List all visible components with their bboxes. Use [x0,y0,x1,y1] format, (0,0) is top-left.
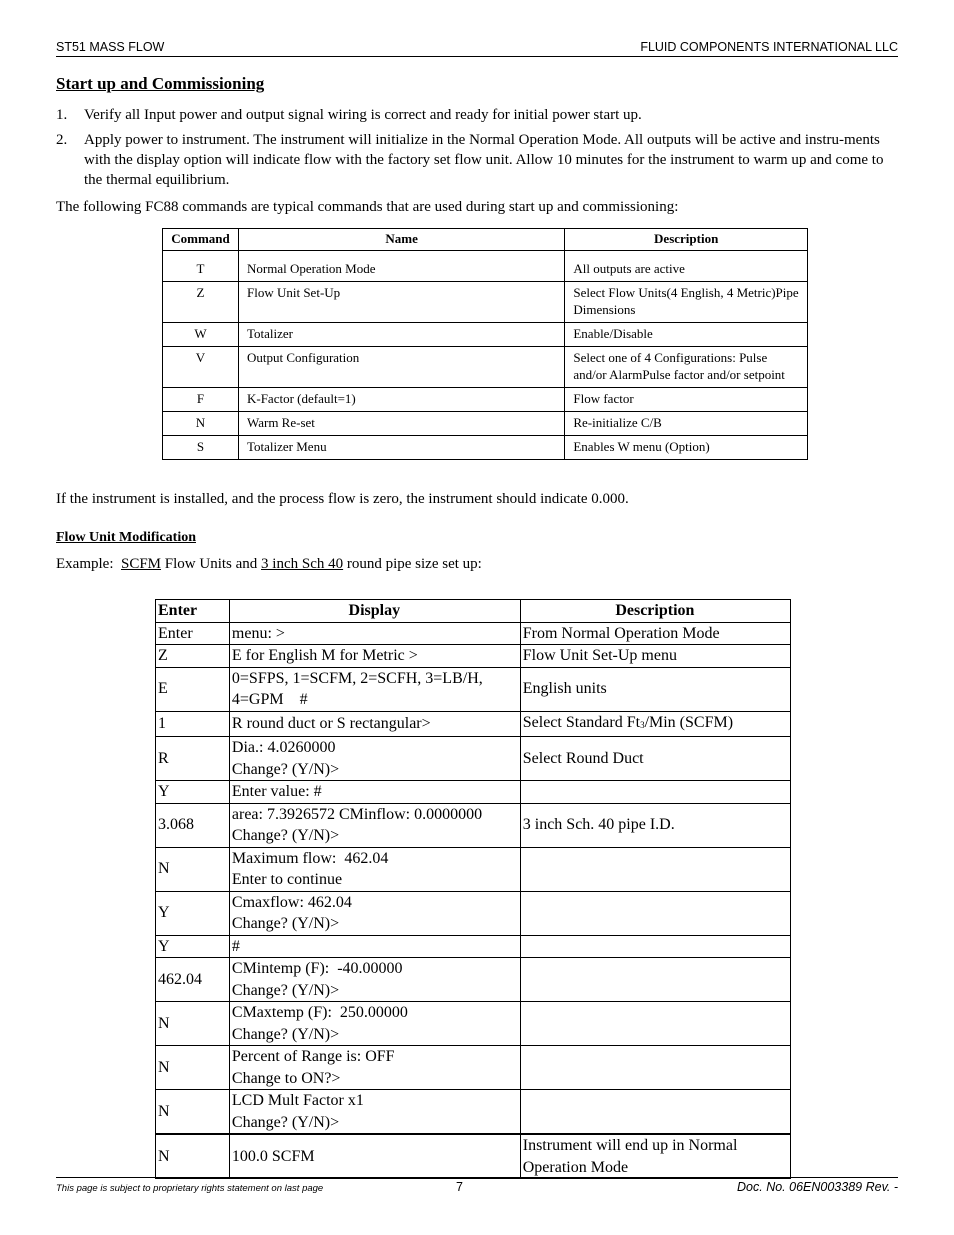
page-footer [56,1177,898,1198]
step-number: 2. [56,132,68,148]
description-cell [520,781,790,804]
description-cell: All outputs are active [565,251,808,282]
display-line: CMintemp (F): -40.00000 [231,960,403,977]
column-header: Command [163,229,239,251]
display-line: Enter value: # [231,783,322,800]
table-row [156,1134,791,1179]
intro-paragraph: The following FC88 commands are typical commands that are used during start up and commissioning: [56,199,679,215]
step-text: Verify all Input power and output signal wiring is correct and ready for initial power start up. [84,107,642,123]
enter-cell: N [156,1002,230,1046]
description-cell [520,1002,790,1046]
display-line: Enter to continue [231,871,343,888]
description-cell: 3 inch Sch. 40 pipe I.D. [520,803,790,847]
description-cell: English units [520,667,790,711]
column-header: Display [229,600,520,623]
display-cell [229,891,520,935]
section-title: Start up and Commissioning [56,74,265,93]
display-cell [229,711,520,737]
display-cell [229,1002,520,1046]
page-header [56,40,898,57]
unit-subscript: 3 [640,719,645,730]
name-cell: K-Factor (default=1) [238,388,564,412]
zero-flow-note: If the instrument is installed, and the process flow is zero, the instrument should indicate 0.000. [56,491,629,507]
display-cell [229,803,520,847]
display-cell [229,1046,520,1090]
display-line: Change? (Y/N)> [231,1025,340,1043]
description-cell: Enable/Disable [565,323,808,347]
table-row [163,347,808,388]
description-cell [520,711,790,737]
display-line: Change? (Y/N)> [231,915,340,932]
display-line: Change to ON?> [231,1069,341,1087]
enter-cell: 3.068 [156,803,230,847]
table-row [156,847,791,891]
table-row [156,711,791,737]
table-row [163,436,808,460]
table-row [163,323,808,347]
enter-cell: Y [156,935,230,958]
description-cell: Select Flow Units(4 English, 4 Metric)Pipe Dimensions [565,282,808,323]
display-cell [229,847,520,891]
doc-number: Doc. No. 06EN003389 Rev. - [737,1180,898,1194]
display-line: Change? (Y/N)> [231,760,340,778]
description-text: Select Standard Ft [522,713,641,731]
enter-cell: N [156,1134,230,1179]
display-cell [229,935,520,958]
display-line: Dia.: 4.0260000 [231,739,336,756]
enter-cell: N [156,1090,230,1135]
display-line: Change? (Y/N)> [231,1113,340,1131]
table-row [156,1002,791,1046]
column-header: Name [238,229,564,251]
table-row [156,1046,791,1090]
description-cell: From Normal Operation Mode [520,622,790,645]
enter-cell: N [156,1046,230,1090]
table-row [156,891,791,935]
command-cell: W [163,323,239,347]
column-header: Description [520,600,790,623]
display-line: E for English M for Metric > [231,647,418,664]
display-line: CMaxtemp (F): 250.00000 [231,1004,408,1021]
display-cell [229,622,520,645]
table-row [156,1090,791,1135]
display-cell [229,645,520,668]
display-line: Percent of Range is: OFF [231,1048,395,1065]
description-cell: Select one of 4 Configurations: Pulse and/or AlarmPulse factor and/or setpoint [565,347,808,388]
display-line: 0=SFPS, 1=SCFM, 2=SCFH, 3=LB/H, [231,669,483,687]
display-line: 4=GPM # [231,691,308,708]
column-header: Enter [156,600,230,623]
display-line: 100.0 SCFM [231,1147,315,1165]
enter-cell: R [156,737,230,781]
command-cell: N [163,412,239,436]
example-pipe: 3 inch Sch 40 [261,556,344,572]
table-row [163,251,808,282]
description-cell: Enables W menu (Option) [565,436,808,460]
enter-cell: N [156,847,230,891]
description-cell [520,847,790,891]
display-line: menu: > [231,624,285,642]
display-cell [229,958,520,1002]
name-cell: Warm Re-set [238,412,564,436]
table-row [156,958,791,1002]
display-line: R round duct or S rectangular> [231,715,431,732]
step-2 [56,130,898,190]
enter-cell: 462.04 [156,958,230,1002]
description-cell: Flow Unit Set-Up menu [520,645,790,668]
description-cell [520,1046,790,1090]
name-cell: Normal Operation Mode [238,251,564,282]
display-line: area: 7.3926572 CMinflow: 0.0000000 [231,805,483,823]
example-unit: SCFM [120,556,162,572]
header-product: ST51 MASS FLOW [56,40,165,54]
table-row [163,412,808,436]
description-cell [520,891,790,935]
enter-cell: E [156,667,230,711]
table-header-row [156,600,791,623]
example-suffix: round pipe size set up: [343,556,482,572]
enter-cell: 1 [156,711,230,737]
description-text: /Min (SCFM) [644,713,734,731]
subsection-title: Flow Unit Modification [56,530,196,545]
table-row [156,737,791,781]
table-row [163,282,808,323]
flow-unit-table [155,599,791,1179]
command-cell: V [163,347,239,388]
table-row [156,803,791,847]
table-row [156,667,791,711]
table-row [156,645,791,668]
display-cell [229,1134,520,1179]
name-cell: Output Configuration [238,347,564,388]
step-1 [56,105,898,125]
display-line: Maximum flow: 462.04 [231,849,389,867]
description-cell: Flow factor [565,388,808,412]
description-cell: Re-initialize C/B [565,412,808,436]
example-line [56,554,898,574]
display-line: Change? (Y/N)> [231,981,340,999]
command-cell: Z [163,282,239,323]
description-cell [520,1090,790,1135]
table-row [156,935,791,958]
table-row [163,388,808,412]
header-company: FLUID COMPONENTS INTERNATIONAL LLC [640,40,898,54]
table-row [156,622,791,645]
footer-rights-note: This page is subject to proprietary rights statement on last page [56,1183,324,1194]
description-cell [520,935,790,958]
display-line: LCD Mult Factor x1 [231,1092,364,1109]
description-cell [520,958,790,1002]
example-mid: Flow Units and [161,556,262,572]
step-text: Apply power to instrument. The instrument will initialize in the Normal Operation Mode. All outputs will be active and instru-ments with the display option will indicate flow with the factory set flow unit. Allow 10 minutes for the instrument to warm up and come to the thermal equilibrium. [84,132,884,188]
command-table [162,228,808,460]
description-cell: Instrument will end up in Normal Operation Mode [520,1134,790,1179]
display-line: # [231,937,240,955]
display-cell [229,781,520,804]
name-cell: Totalizer Menu [238,436,564,460]
command-cell: S [163,436,239,460]
command-cell: T [163,251,239,282]
enter-cell: Y [156,891,230,935]
display-line: Cmaxflow: 462.04 [231,893,352,911]
description-cell: Select Round Duct [520,737,790,781]
example-prefix: Example: [56,556,121,572]
enter-cell: Y [156,781,230,804]
command-cell: F [163,388,239,412]
name-cell: Totalizer [238,323,564,347]
enter-cell: Enter [156,622,230,645]
table-row [156,781,791,804]
page-number: 7 [456,1180,463,1194]
name-cell: Flow Unit Set-Up [238,282,564,323]
display-cell [229,1090,520,1135]
table-header-row [163,229,808,251]
enter-cell: Z [156,645,230,668]
display-cell [229,737,520,781]
display-line: Change? (Y/N)> [231,827,340,844]
display-cell [229,667,520,711]
column-header: Description [565,229,808,251]
step-number: 1. [56,107,68,123]
